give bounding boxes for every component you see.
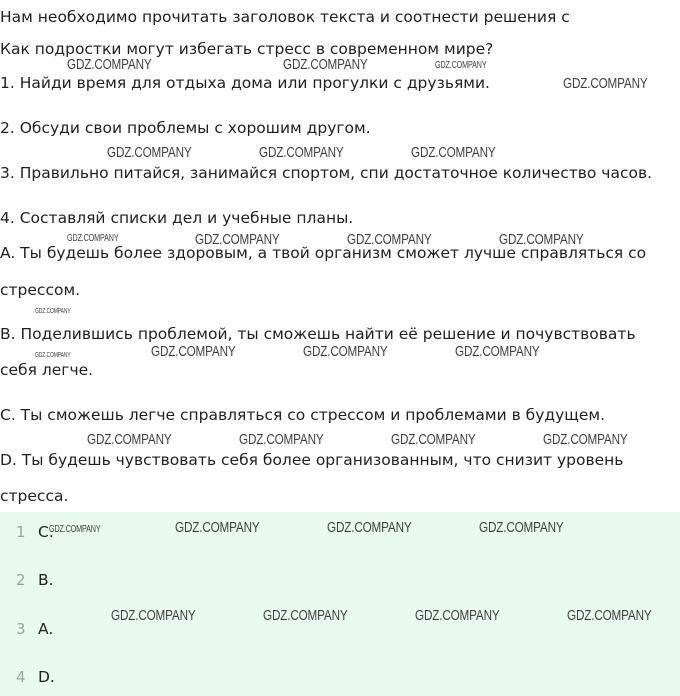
result-a-line2: стрессом. xyxy=(0,281,81,299)
watermark: GDZ.COMPANY xyxy=(49,524,101,535)
result-b-line1: B. Поделившись проблемой, ты сможешь найти её решение и почувствовать xyxy=(0,325,636,343)
watermark: GDZ.COMPANY xyxy=(411,144,496,161)
answer-value: D. xyxy=(38,668,55,686)
answer-value: B. xyxy=(38,571,54,589)
watermark: GDZ.COMPANY xyxy=(151,343,236,360)
result-c: C. Ты сможешь легче справляться со стрессом и проблемами в будущем. xyxy=(0,406,606,424)
result-b-line2: себя легче. xyxy=(0,361,94,379)
watermark: GDZ.COMPANY xyxy=(35,308,71,315)
answer-number: 2 xyxy=(16,571,26,589)
answer-number: 4 xyxy=(16,668,26,686)
watermark: GDZ.COMPANY xyxy=(347,231,432,248)
text-title: Как подростки могут избегать стресс в современном мире? xyxy=(0,40,494,58)
answer-number: 1 xyxy=(16,523,26,541)
advice-3: 3. Правильно питайся, занимайся спортом, спи достаточное количество часов. xyxy=(0,164,653,182)
watermark: GDZ.COMPANY xyxy=(67,56,152,73)
answer-value: C. xyxy=(38,523,54,541)
answer-number: 3 xyxy=(16,620,26,638)
advice-2: 2. Обсуди свои проблемы с хорошим другом. xyxy=(0,119,371,137)
watermark: GDZ.COMPANY xyxy=(67,233,119,244)
watermark: GDZ.COMPANY xyxy=(391,431,476,448)
instruction-line: Нам необходимо прочитать заголовок текста и соотнести решения с xyxy=(0,8,570,26)
watermark: GDZ.COMPANY xyxy=(415,607,500,624)
watermark: GDZ.COMPANY xyxy=(283,56,368,73)
watermark: GDZ.COMPANY xyxy=(111,607,196,624)
watermark: GDZ.COMPANY xyxy=(195,231,280,248)
answer-value: A. xyxy=(38,620,54,638)
result-a-line1: A. Ты будешь более здоровым, а твой организм сможет лучше справляться со xyxy=(0,244,647,262)
watermark: GDZ.COMPANY xyxy=(563,75,648,92)
watermark: GDZ.COMPANY xyxy=(479,519,564,536)
answer-table xyxy=(0,512,680,696)
watermark: GDZ.COMPANY xyxy=(303,343,388,360)
watermark: GDZ.COMPANY xyxy=(435,60,487,71)
watermark: GDZ.COMPANY xyxy=(455,343,540,360)
advice-4: 4. Составляй списки дел и учебные планы. xyxy=(0,209,354,227)
result-d-line1: D. Ты будешь чувствовать себя более организованным, что снизит уровень xyxy=(0,451,624,469)
watermark: GDZ.COMPANY xyxy=(567,607,652,624)
watermark: GDZ.COMPANY xyxy=(543,431,628,448)
watermark: GDZ.COMPANY xyxy=(107,144,192,161)
watermark: GDZ.COMPANY xyxy=(239,431,324,448)
watermark: GDZ.COMPANY xyxy=(327,519,412,536)
watermark: GDZ.COMPANY xyxy=(263,607,348,624)
watermark: GDZ.COMPANY xyxy=(87,431,172,448)
result-d-line2: стресса. xyxy=(0,487,69,505)
watermark: GDZ.COMPANY xyxy=(499,231,584,248)
advice-1: 1. Найди время для отдыха дома или прогулки с друзьями. xyxy=(0,74,490,92)
watermark: GDZ.COMPANY xyxy=(35,352,71,359)
watermark: GDZ.COMPANY xyxy=(259,144,344,161)
watermark: GDZ.COMPANY xyxy=(175,519,260,536)
